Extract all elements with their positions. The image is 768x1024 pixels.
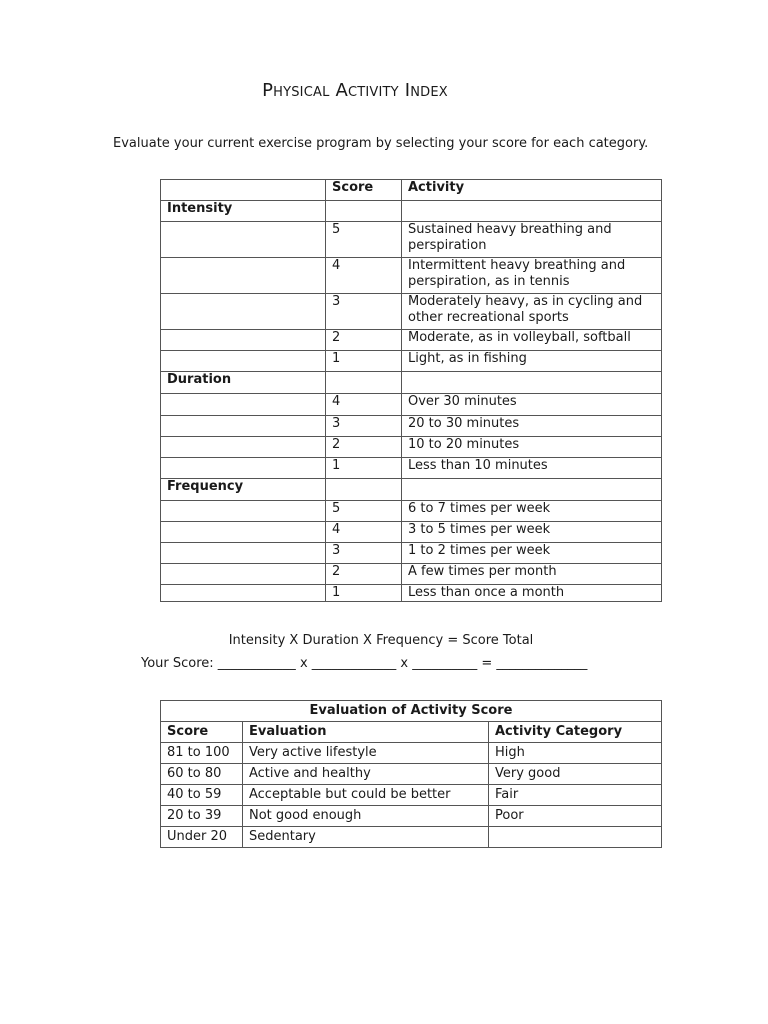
activity-cell: 20 to 30 minutes bbox=[402, 416, 662, 437]
score-cell bbox=[326, 372, 402, 394]
table-row bbox=[161, 543, 662, 564]
table-row bbox=[161, 294, 662, 330]
score-cell: 1 bbox=[326, 458, 402, 479]
table-row bbox=[161, 394, 662, 416]
activity-cell: Moderately heavy, as in cycling and other recreational sports bbox=[402, 294, 662, 330]
category-cell bbox=[161, 437, 326, 458]
eval-evaluation-cell: Very active lifestyle bbox=[243, 743, 489, 764]
activity-cell: 3 to 5 times per week bbox=[402, 522, 662, 543]
score-cell bbox=[326, 479, 402, 501]
evaluation-row bbox=[161, 743, 662, 764]
evaluation-row bbox=[161, 827, 662, 848]
evaluation-caption-row bbox=[161, 701, 662, 722]
header-score: Score bbox=[326, 180, 402, 201]
score-cell: 2 bbox=[326, 437, 402, 458]
category-cell bbox=[161, 330, 326, 351]
table-row bbox=[161, 501, 662, 522]
category-cell bbox=[161, 394, 326, 416]
eval-evaluation-cell: Not good enough bbox=[243, 806, 489, 827]
category-cell bbox=[161, 458, 326, 479]
activity-cell bbox=[402, 372, 662, 394]
activity-cell: A few times per month bbox=[402, 564, 662, 585]
evaluation-header-row bbox=[161, 722, 662, 743]
table-row bbox=[161, 222, 662, 258]
eval-score-cell: Under 20 bbox=[161, 827, 243, 848]
category-cell bbox=[161, 543, 326, 564]
activity-cell: Intermittent heavy breathing and perspiration, as in tennis bbox=[402, 258, 662, 294]
eval-score-cell: 20 to 39 bbox=[161, 806, 243, 827]
eval-header-category: Activity Category bbox=[489, 722, 662, 743]
table-row bbox=[161, 330, 662, 351]
table-row bbox=[161, 258, 662, 294]
eval-category-cell: Poor bbox=[489, 806, 662, 827]
score-cell: 3 bbox=[326, 543, 402, 564]
intro-text: Evaluate your current exercise program by selecting your score for each category. bbox=[113, 136, 649, 151]
activity-cell: Less than once a month bbox=[402, 585, 662, 602]
eval-evaluation-cell: Active and healthy bbox=[243, 764, 489, 785]
activity-cell: Less than 10 minutes bbox=[402, 458, 662, 479]
category-cell bbox=[161, 501, 326, 522]
eval-score-cell: 40 to 59 bbox=[161, 785, 243, 806]
evaluation-caption: Evaluation of Activity Score bbox=[161, 701, 662, 722]
score-cell: 4 bbox=[326, 394, 402, 416]
activity-cell: Over 30 minutes bbox=[402, 394, 662, 416]
category-cell bbox=[161, 416, 326, 437]
table-row bbox=[161, 416, 662, 437]
activity-table bbox=[160, 179, 662, 602]
score-cell: 1 bbox=[326, 585, 402, 602]
score-cell: 1 bbox=[326, 351, 402, 372]
score-cell: 5 bbox=[326, 222, 402, 258]
score-formula: Intensity X Duration X Frequency = Score Total bbox=[228, 633, 534, 648]
category-cell bbox=[161, 258, 326, 294]
activity-cell: 6 to 7 times per week bbox=[402, 501, 662, 522]
evaluation-table bbox=[160, 700, 662, 848]
score-cell: 3 bbox=[326, 294, 402, 330]
score-cell: 5 bbox=[326, 501, 402, 522]
evaluation-row bbox=[161, 806, 662, 827]
eval-header-evaluation: Evaluation bbox=[243, 722, 489, 743]
eval-category-cell: High bbox=[489, 743, 662, 764]
table-row bbox=[161, 201, 662, 222]
category-cell bbox=[161, 294, 326, 330]
category-cell bbox=[161, 351, 326, 372]
page-title: Physical Activity Index bbox=[262, 80, 448, 101]
table-row bbox=[161, 479, 662, 501]
score-cell: 4 bbox=[326, 258, 402, 294]
table-row bbox=[161, 564, 662, 585]
table-row bbox=[161, 522, 662, 543]
score-cell: 3 bbox=[326, 416, 402, 437]
score-cell: 4 bbox=[326, 522, 402, 543]
table-row bbox=[161, 437, 662, 458]
score-cell: 2 bbox=[326, 330, 402, 351]
eval-evaluation-cell: Acceptable but could be better bbox=[243, 785, 489, 806]
category-cell: Intensity bbox=[161, 201, 326, 222]
category-cell bbox=[161, 222, 326, 258]
eval-category-cell: Fair bbox=[489, 785, 662, 806]
category-cell: Frequency bbox=[161, 479, 326, 501]
eval-score-cell: 81 to 100 bbox=[161, 743, 243, 764]
activity-cell bbox=[402, 479, 662, 501]
eval-header-score: Score bbox=[161, 722, 243, 743]
eval-category-cell bbox=[489, 827, 662, 848]
activity-cell: 1 to 2 times per week bbox=[402, 543, 662, 564]
category-cell bbox=[161, 564, 326, 585]
score-cell bbox=[326, 201, 402, 222]
activity-cell: Moderate, as in volleyball, softball bbox=[402, 330, 662, 351]
activity-cell bbox=[402, 201, 662, 222]
table-row bbox=[161, 372, 662, 394]
activity-cell: 10 to 20 minutes bbox=[402, 437, 662, 458]
eval-category-cell: Very good bbox=[489, 764, 662, 785]
eval-score-cell: 60 to 80 bbox=[161, 764, 243, 785]
your-score-line: Your Score: ____________ x _____________ x __________ = ______________ bbox=[141, 656, 588, 671]
table-row bbox=[161, 351, 662, 372]
category-cell bbox=[161, 522, 326, 543]
evaluation-row bbox=[161, 785, 662, 806]
category-cell: Duration bbox=[161, 372, 326, 394]
activity-cell: Sustained heavy breathing and perspiration bbox=[402, 222, 662, 258]
header-blank bbox=[161, 180, 326, 201]
evaluation-row bbox=[161, 764, 662, 785]
header-activity: Activity bbox=[402, 180, 662, 201]
score-cell: 2 bbox=[326, 564, 402, 585]
table-row bbox=[161, 458, 662, 479]
eval-evaluation-cell: Sedentary bbox=[243, 827, 489, 848]
category-cell bbox=[161, 585, 326, 602]
activity-cell: Light, as in fishing bbox=[402, 351, 662, 372]
table-row bbox=[161, 585, 662, 602]
table-header-row bbox=[161, 180, 662, 201]
